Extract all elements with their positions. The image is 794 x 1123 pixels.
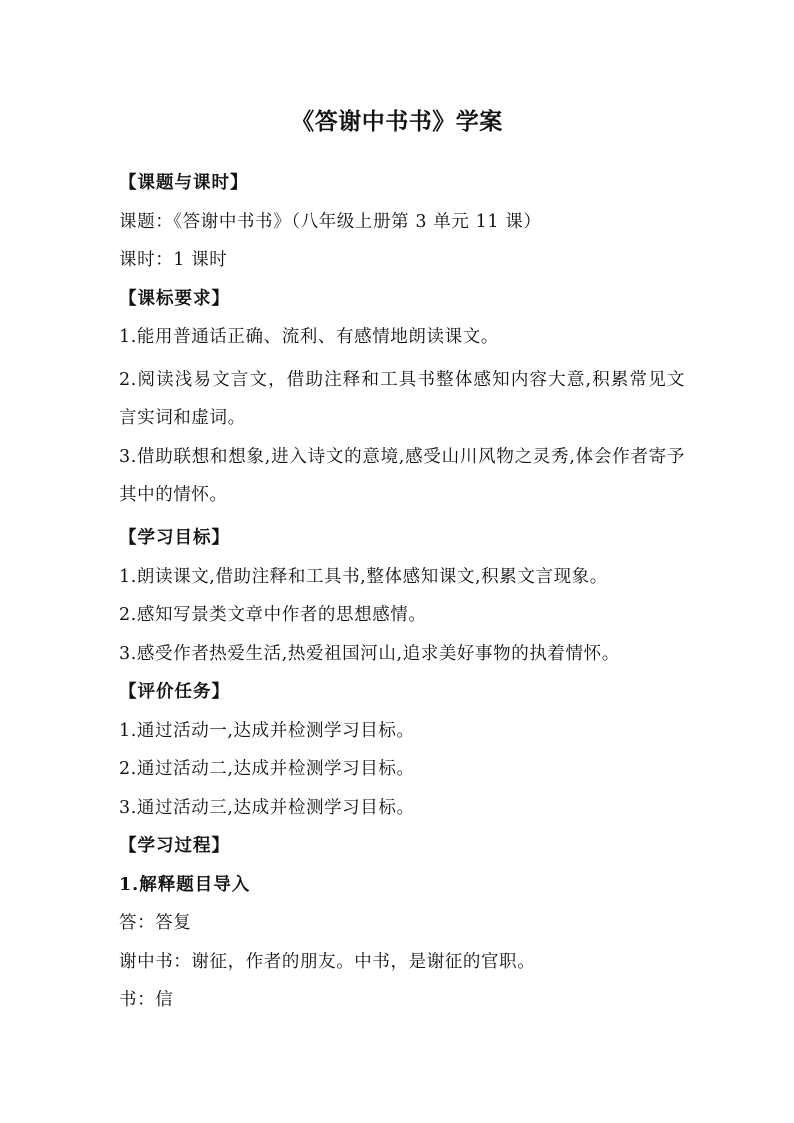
standards-item-2: 2.阅读浅易文言文，借助注释和工具书整体感知内容大意,积累常见文言实词和虚词。 xyxy=(119,369,685,428)
section-heading-process: 【学习过程】 xyxy=(119,836,230,856)
process-line-1: 答：答复 xyxy=(119,913,192,933)
document-body xyxy=(119,168,685,1024)
assessment-item-2: 2.通过活动二,达成并检测学习目标。 xyxy=(119,759,415,779)
assessment-item-1: 1.通过活动一,达成并检测学习目标。 xyxy=(119,720,415,741)
process-line-2: 谢中书：谢征，作者的朋友。中书，是谢征的官职。 xyxy=(119,951,536,972)
section-heading-assessment: 【评价任务】 xyxy=(119,682,230,702)
objectives-item-2: 2.感知写景类文章中作者的思想感情。 xyxy=(119,605,427,625)
period-line: 课时：1 课时 xyxy=(119,250,228,270)
section-heading-objectives: 【学习目标】 xyxy=(119,528,230,548)
process-line-3: 书：信 xyxy=(119,990,174,1010)
objectives-item-1: 1.朗读课文,借助注释和工具书,整体感知课文,积累文言现象。 xyxy=(119,566,608,587)
topic-line: 课题：《答谢中书书》（八年级上册第 3 单元 11 课） xyxy=(119,211,542,232)
process-step-1: 1.解释题目导入 xyxy=(119,874,251,895)
section-heading-topic: 【课题与课时】 xyxy=(119,173,249,193)
standards-item-3: 3.借助联想和想象,进入诗文的意境,感受山川风物之灵秀,体会作者寄予其中的情怀。 xyxy=(119,446,685,505)
standards-item-1: 1.能用普通话正确、流利、有感情地朗读课文。 xyxy=(119,327,499,347)
assessment-item-3: 3.通过活动三,达成并检测学习目标。 xyxy=(119,797,415,818)
section-heading-standards: 【课标要求】 xyxy=(119,288,230,309)
document-title: 《答谢中书书》学案 xyxy=(291,108,503,135)
objectives-item-3: 3.感受作者热爱生活,热爱祖国河山,追求美好事物的执着情怀。 xyxy=(119,643,620,664)
